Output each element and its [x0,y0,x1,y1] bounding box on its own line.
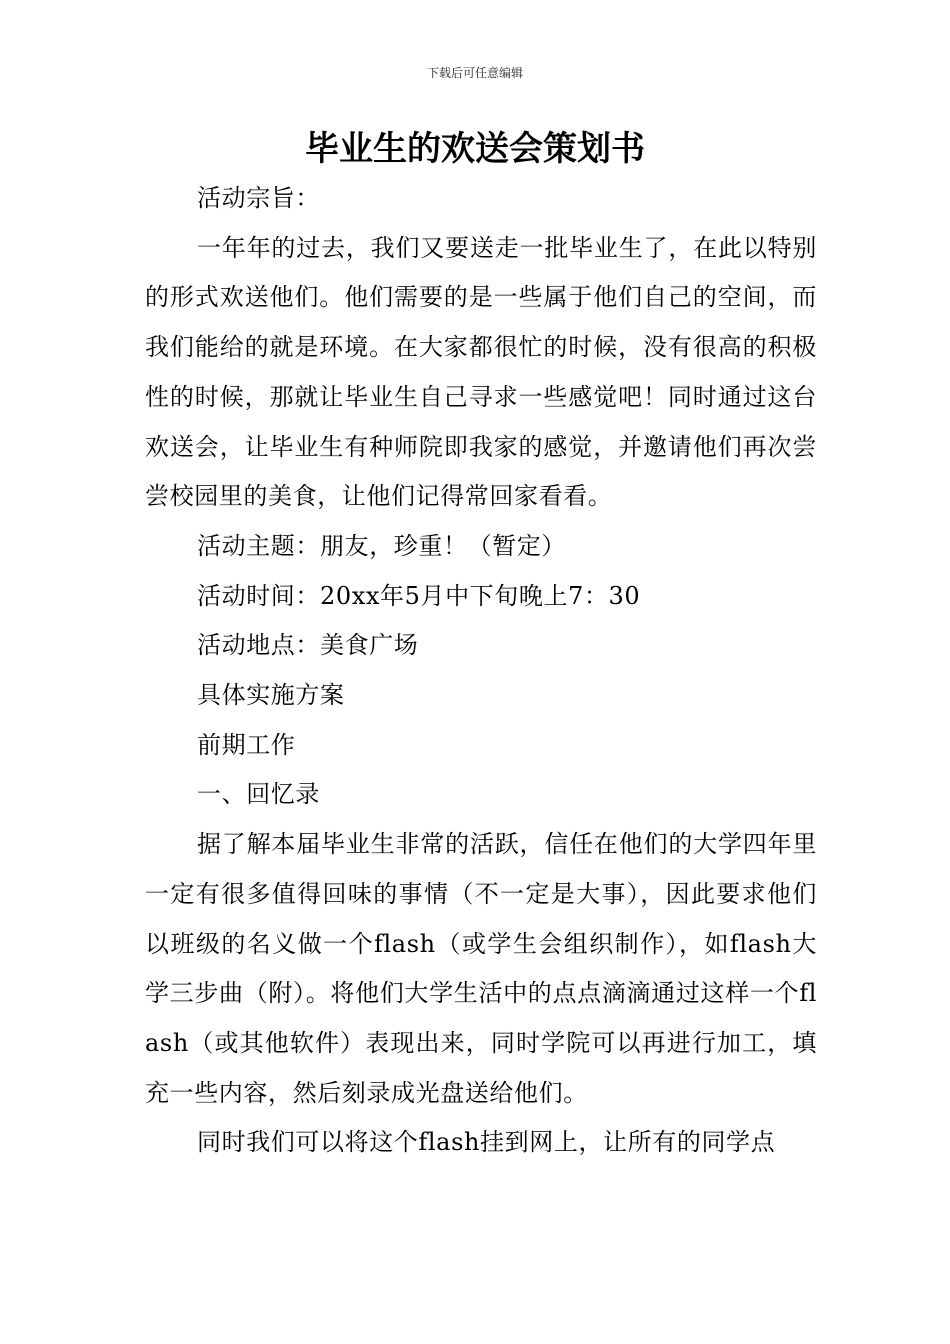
theme-line: 活动主题：朋友，珍重！（暂定） [197,531,566,560]
header-note: 下载后可任意编辑 [426,66,523,80]
section-one-paragraph: 据了解本届毕业生非常的活跃，信任在他们的大学四年里一定有很多值得回味的事情（不一定是大事），因此要求他们以班级的名义做一个flash（或学生会组织制作），如flash大学三步曲（附）。将他们大学生活中的点点滴滴通过这样一个flash（或其他软件）表现出来，同时学院可以再进行加工，填充一些内容，然后刻录成光盘送给他们。 [145,830,817,1107]
early-work-heading: 前期工作 [197,730,296,759]
time-line: 活动时间：20xx年5月中下旬晚上7：30 [197,581,641,610]
document-body [145,174,817,1168]
purpose-paragraph: 一年年的过去，我们又要送走一批毕业生了，在此以特别的形式欢送他们。他们需要的是一些属于他们自己的空间，而我们能给的就是环境。在大家都很忙的时候，没有很高的积极性的时候，那就让毕业生自己寻求一些感觉吧！同时通过这台欢送会，让毕业生有种师院即我家的感觉，并邀请他们再次尝尝校园里的美食，让他们记得常回家看看。 [145,233,817,511]
purpose-label: 活动宗旨： [197,184,320,212]
document-title: 毕业生的欢送会策划书 [305,129,645,169]
closing-paragraph: 同时我们可以将这个flash挂到网上，让所有的同学点 [197,1128,776,1157]
plan-heading: 具体实施方案 [197,681,345,710]
location-line: 活动地点：美食广场 [197,631,419,660]
section-one-heading: 一、回忆录 [197,780,320,809]
